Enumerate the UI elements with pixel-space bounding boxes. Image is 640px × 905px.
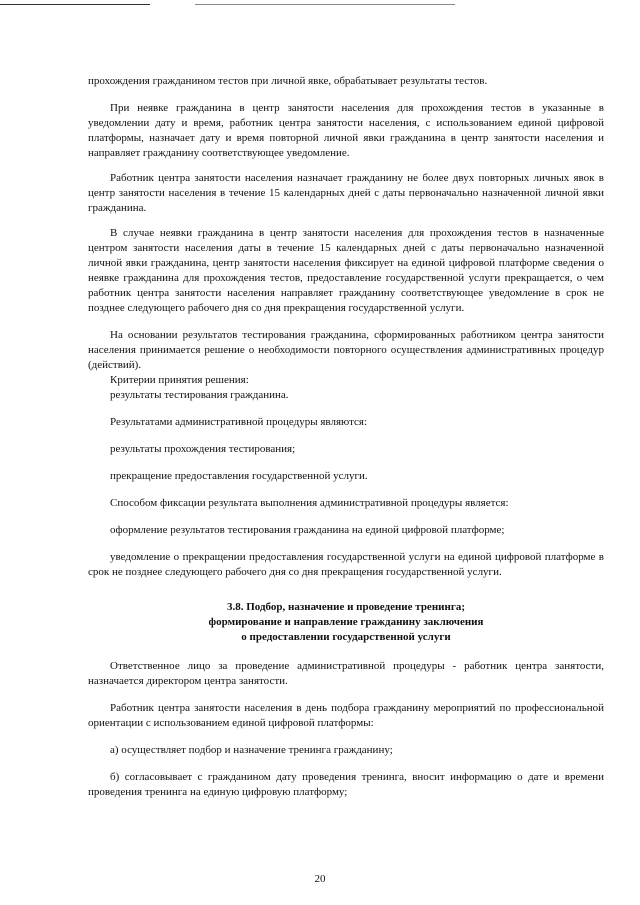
paragraph: б) согласовывает с гражданином дату проведения тренинга, вносит информацию о дате и времени проведения тренинга на единую цифровую платформу;	[88, 771, 604, 798]
paragraph: результаты тестирования гражданина.	[110, 389, 289, 401]
paragraph: а) осуществляет подбор и назначение тренинга гражданину;	[110, 744, 393, 756]
section-heading	[88, 600, 604, 645]
page-number: 20	[314, 873, 326, 885]
paragraph: Результатами административной процедуры являются:	[110, 416, 368, 428]
heading-line: о предоставлении государственной услуги	[241, 631, 451, 643]
paragraph: оформление результатов тестирования гражданина на единой цифровой платформе;	[110, 524, 505, 536]
paragraph: прекращение предоставления государственной услуги.	[110, 470, 368, 482]
paragraph: уведомление о прекращении предоставления государственной услуги на единой цифровой платформе в срок не позднее следующего рабочего дня со дня прекращения государственной услуги.	[88, 551, 604, 578]
paragraph: Работник центра занятости населения назначает гражданину не более двух повторных личных явок в центр занятости населения в течение 15 календарных дней с даты первоначально назначенной личной явки гражданина.	[88, 172, 604, 214]
paragraph: В случае неявки гражданина в центр занятости населения для прохождения тестов в назначенные центром занятости населения даты в течение 15 календарных дней с даты первоначально назначенной личной явки гражданина, центр занятости населения фиксирует на единой цифровой платформе сведения о неявке гражданина для прохождения тестов, предоставление государственной услуги прекращается, о чем работник центра занятости населения направляет гражданину соответствующее уведомление в срок не позднее следующего рабочего дня со дня прекращения государственной услуги.	[88, 227, 604, 314]
heading-line: формирование и направление гражданину заключения	[208, 616, 484, 628]
paragraph: Критерии принятия решения:	[110, 374, 249, 386]
heading-line: 3.8. Подбор, назначение и проведение тренинга;	[227, 601, 465, 613]
paragraph: На основании результатов тестирования гражданина, сформированных работником центра занятости населения принимается решение о необходимости повторного осуществления административных процедур (действий).	[88, 329, 604, 371]
paragraph: Способом фиксации результата выполнения административной процедуры является:	[110, 497, 509, 509]
paragraph: При неявке гражданина в центр занятости населения для прохождения тестов в указанные в уведомлении дату и время, работник центра занятости населения, с использованием единой цифровой платформы, назначает дату и время повторной личной явки гражданина в центр занятости населения и направляет гражданину соответствующее уведомление.	[88, 102, 604, 159]
paragraph: Ответственное лицо за проведение административной процедуры - работник центра занятости, назначается директором центра занятости.	[88, 660, 604, 687]
paragraph: Работник центра занятости населения в день подбора гражданину мероприятий по профессиональной ориентации с использованием единой цифровой платформы:	[88, 702, 604, 729]
paragraph: результаты прохождения тестирования;	[110, 443, 296, 455]
paragraph: прохождения гражданином тестов при личной явке, обрабатывает результаты тестов.	[88, 75, 488, 87]
